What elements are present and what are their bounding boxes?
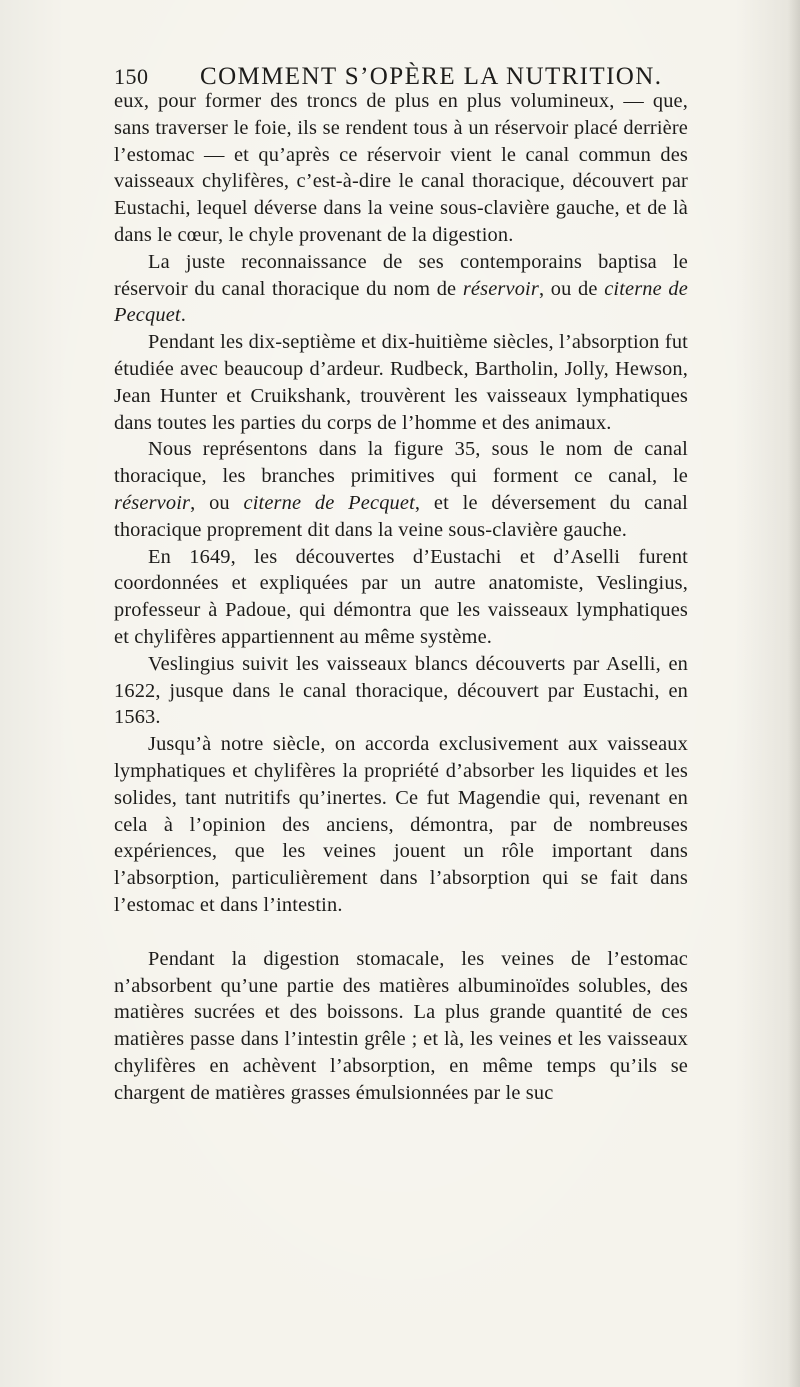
paragraph-6: Veslingius suivit les vaisseaux blancs découverts par Aselli, en 1622, jusque dans le canal thoracique, découvert par Eustachi, en 1563.	[114, 652, 688, 729]
paragraph-2	[114, 249, 688, 329]
page-number: 150	[114, 64, 149, 89]
paragraph-7: Jusqu’à notre siècle, on accorda exclusivement aux vaisseaux lymphatiques et chylifères la propriété d’absorber les liquides et les solides, tant nutritifs qu’inertes. Ce fut Magendie qui, revenant en cela à l’opinion des anciens, démontra, par de nombreuses expériences, que les veines jouent un rôle important dans l’absorption, particulièrement dans l’absorption qui se fait dans l’estomac et dans l’intestin.	[114, 733, 688, 916]
paragraph-4-part-3: , et le déversement du canal thoracique proprement dit dans la veine sous-clavière gauche.	[114, 491, 688, 541]
paragraph-2-italic-citerne: citerne de Pecquet	[114, 277, 688, 327]
page-edge-shadow	[788, 0, 800, 1387]
body-text	[114, 88, 688, 1106]
paragraph-2-part-3: .	[180, 304, 186, 327]
paragraph-4-part-1: Nous représentons dans la figure 35, sous le nom de canal thoracique, les branches primitives qui forment ce canal, le	[114, 438, 688, 488]
running-title: COMMENT S’OPÈRE LA NUTRITION.	[200, 63, 663, 90]
paragraph-4-italic-reservoir: réservoir	[114, 491, 191, 514]
paragraph-2-italic-reservoir: réservoir	[462, 277, 539, 300]
paragraph-4-italic-citerne: citerne de Pecquet	[243, 491, 415, 514]
paragraph-1: eux, pour former des troncs de plus en plus volumineux, — que, sans traverser le foie, ils se rendent tous à un réservoir placé derrière l’estomac — et qu’après ce réservoir vient le canal commun des vaisseaux chylifères, c’est-à-dire le canal thoracique, découvert par Eustachi, lequel déverse dans la veine sous-clavière gauche, et de là dans le cœur, le chyle provenant de la digestion.	[114, 90, 688, 246]
paragraph-4-part-2: , ou	[190, 491, 244, 514]
paragraph-5: En 1649, les découvertes d’Eustachi et d’Aselli furent coordonnées et expliquées par un autre anatomiste, Veslingius, professeur à Padoue, qui démontra que les vaisseaux lymphatiques et chylifères appartiennent au même système.	[114, 545, 688, 648]
paragraph-4	[114, 436, 688, 543]
paragraph-2-part-1: La juste reconnaissance de ses contemporains baptisa le réservoir du canal thoracique du nom de	[114, 250, 688, 300]
paragraph-2-part-2: , ou de	[538, 277, 605, 300]
paragraph-8: Pendant la digestion stomacale, les veines de l’estomac n’absorbent qu’une partie des matières albuminoïdes solubles, des matières sucrées et des boissons. La plus grande quantité de ces matières passe dans l’intestin grêle ; et là, les veines et les vaisseaux chylifères en achèvent l’absorption, en même temps qu’ils se chargent de matières grasses émulsionnées par le suc	[114, 947, 688, 1104]
paragraph-3: Pendant les dix-septième et dix-huitième siècles, l’absorption fut étudiée avec beaucoup d’ardeur. Rudbeck, Bartholin, Jolly, Hewson, Jean Hunter et Cruikshank, trouvèrent les vaisseaux lymphatiques dans toutes les parties du corps de l’homme et des animaux.	[114, 331, 688, 434]
